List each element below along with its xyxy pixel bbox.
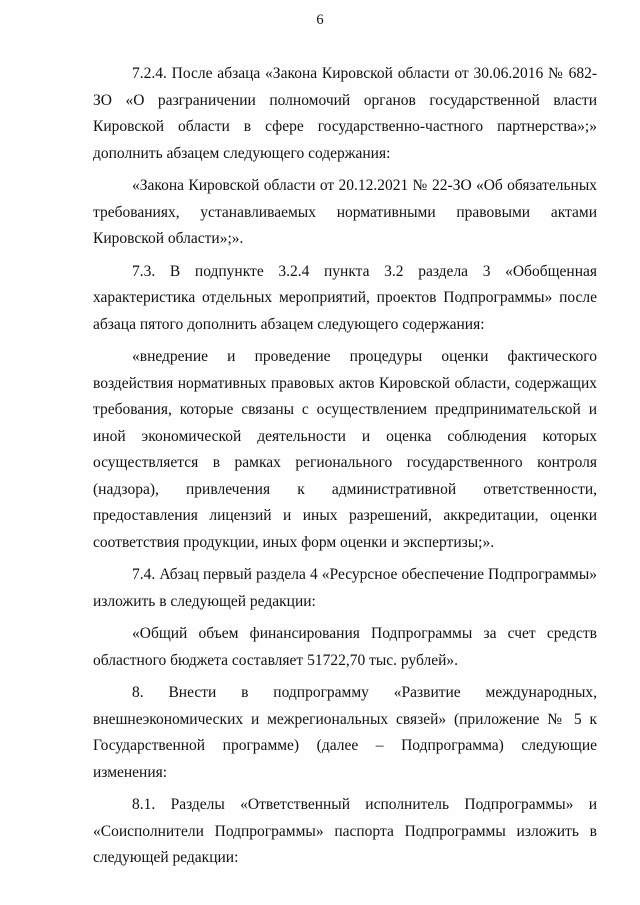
paragraph-7-3-quote: «внедрение и проведение процедуры оценки фактического воздействия нормативных правовых актов Кировской области, содержащих требования, которые связаны с осуществлением предпринимательской и иной экономической деятельности и оценка соблюдения которых осуществляется в рамках регионального государственного контроля (надзора), привлечения к административной ответственности, предоставления лицензий и иных разрешений, аккредитации, оценки соответствия продукции, иных форм оценки и экспертизы;». [93,348,597,551]
paragraph-7-4-quote: «Общий объем финансирования Подпрограммы за счет средств областного бюджета составляет 51722,70 тыс. рублей». [93,625,597,669]
page-number: 6 [316,12,324,28]
paragraph-7-2-4: 7.2.4. После абзаца «Закона Кировской области от 30.06.2016 № 682-ЗО «О разграничении полномочий органов государственной власти Кировской области в сфере государственно-частного партнерства»;» дополнить абзацем следующего содержания: [93,65,597,162]
paragraph-7-3: 7.3. В подпункте 3.2.4 пункта 3.2 раздела 3 «Обобщенная характеристика отдельных мероприятий, проектов Подпрограммы» после абзаца пятого дополнить абзацем следующего содержания: [93,262,597,333]
paragraph-7-2-4-quote: «Закона Кировской области от 20.12.2021 № 22-ЗО «Об обязательных требованиях, устанавливаемых нормативными правовыми актами Кировской области»;». [93,177,597,247]
paragraph-7-4: 7.4. Абзац первый раздела 4 «Ресурсное обеспечение Подпрограммы» изложить в следующей редакции: [93,566,597,610]
paragraph-8: 8. Внести в подпрограмму «Развитие международных, внешнеэкономических и межрегиональных связей» (приложение № 5 к Государственной программе) (далее – Подпрограмма) следующие изменения: [93,684,597,781]
document-body [93,61,597,877]
paragraph-8-1: 8.1. Разделы «Ответственный исполнитель Подпрограммы» и «Соисполнители Подпрограммы» паспорта Подпрограммы изложить в следующей редакции: [93,796,597,866]
